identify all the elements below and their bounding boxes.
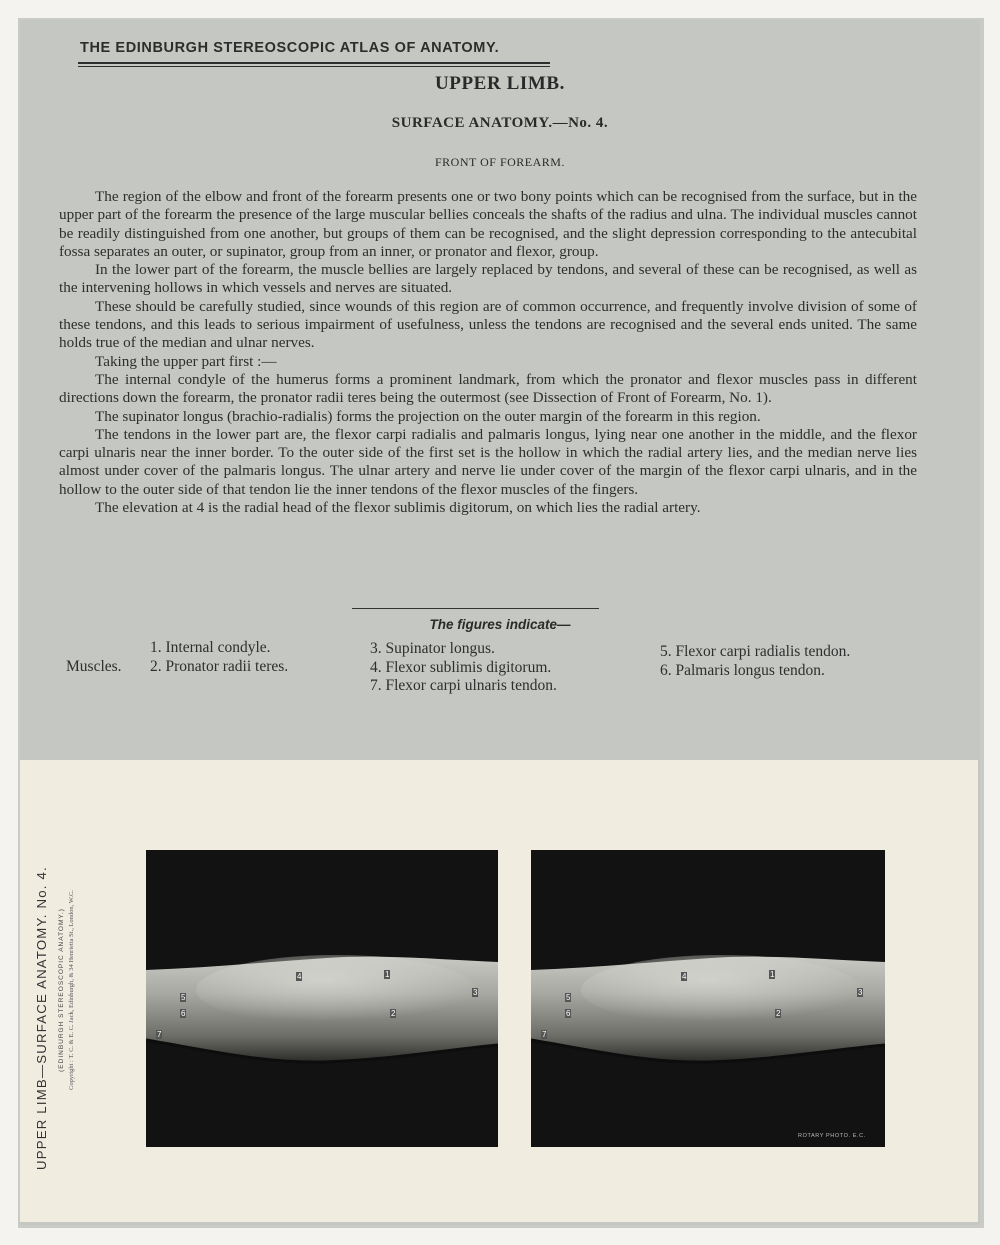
paragraph: The supinator longus (brachio-radialis) forms the projection on the outer margin of the forearm in this region. (95, 407, 761, 425)
paragraph: Taking the upper part first :— (95, 352, 277, 370)
stereo-card-title: UPPER LIMB—SURFACE ANATOMY. No. 4. (34, 866, 49, 1170)
legend-column-1 (150, 639, 288, 676)
section-divider (352, 608, 599, 609)
paragraph: The region of the elbow and front of the forearm presents one or two bony points which can be recognised from the surface, but in the upper part of the forearm the presence of the large muscular bellies conceals the shafts of the radius and ulna. The individual muscles cannot be readily distinguished from one another, but groups of them can be recognised, and the slight depression corresponding to the antecubital fossa separates an outer, or supinator, group from an inner, or pronator and flexor, group. (59, 188, 917, 260)
legend-item: 1. Internal condyle. (150, 639, 271, 656)
photo-marker-1: 1 (385, 970, 390, 979)
copyright-notice: Copyright : T. C. & E. C. Jack, Edinburgh, & 34 Henrietta St., London, W.C. (68, 890, 75, 1090)
photo-marker-5: 5 (566, 993, 571, 1002)
paragraph: The tendons in the lower part are, the flexor carpi radialis and palmaris longus, lying near one another in the middle, and the flexor carpi ulnaris near the inner border. To the outer side of the first set is the hollow in which the radial artery lies, and the median nerve lies almost under cover of the palmaris longus. The ulnar artery and nerve lie under cover of the margin of the flexor carpi ulnaris, and in the hollow to the outer side of that tendon lie the inner tendons of the flexor muscles of the fingers. (59, 425, 917, 498)
muscles-label: Muscles. (66, 658, 122, 675)
photo-marker-2: 2 (391, 1009, 396, 1018)
photo-marker-2: 2 (776, 1009, 781, 1018)
legend-column-2 (370, 640, 557, 696)
description-text (59, 188, 917, 517)
header-rule-thin (78, 66, 550, 67)
paragraph: These should be carefully studied, since wounds of this region are of common occurrence, and frequently involve division of some of these tendons, and this leads to serious impairment of usefulness, unless the tendons are recognised and the several ends united. The same holds true of the median and ulnar nerves. (59, 297, 917, 352)
legend-item: 4. Flexor sublimis digitorum. (370, 658, 552, 676)
legend-item: 2. Pronator radii teres. (150, 657, 289, 675)
header-rule (78, 62, 550, 64)
section-title: SURFACE ANATOMY.—No. 4. (391, 115, 609, 131)
stereo-card-subtitle: (EDINBURGH STEREOSCOPIC ANATOMY.) (58, 908, 65, 1072)
photo-imprint: ROTARY PHOTO. E.C. (798, 1133, 866, 1139)
photo-marker-3: 3 (473, 988, 478, 997)
stereo-photo-left (146, 850, 498, 1147)
legend-item: 7. Flexor carpi ulnaris tendon. (370, 677, 557, 694)
region-title: UPPER LIMB. (434, 73, 566, 94)
photo-marker-5: 5 (181, 993, 186, 1002)
forearm-photo (146, 850, 498, 1147)
photo-marker-6: 6 (566, 1009, 571, 1018)
photo-marker-3: 3 (858, 988, 863, 997)
forearm-photo (531, 850, 885, 1147)
figures-heading: The figures indicate— (429, 617, 571, 632)
subject-title: FRONT OF FOREARM. (435, 155, 565, 169)
legend-item: 6. Palmaris longus tendon. (660, 661, 825, 679)
paragraph: In the lower part of the forearm, the muscle bellies are largely replaced by tendons, and several of these can be recognised, as well as the intervening hollows in which vessels and nerves are situated. (59, 261, 917, 297)
atlas-header: THE EDINBURGH STEREOSCOPIC ATLAS OF ANATOMY. (80, 40, 500, 56)
photo-marker-7: 7 (542, 1030, 547, 1039)
stereo-photo-right (531, 850, 885, 1147)
paragraph: The internal condyle of the humerus forms a prominent landmark, from which the pronator and flexor muscles pass in different directions down the forearm, the pronator radii teres being the outermost (see Dissection of Front of Forearm, No. 1). (59, 370, 917, 407)
photo-marker-6: 6 (181, 1009, 186, 1018)
paragraph: The elevation at 4 is the radial head of the flexor sublimis digitorum, on which lies the radial artery. (95, 499, 701, 517)
photo-marker-4: 4 (682, 972, 687, 981)
photo-marker-4: 4 (297, 972, 302, 981)
photo-marker-7: 7 (157, 1030, 162, 1039)
legend-column-3 (660, 643, 850, 680)
legend-item: 3. Supinator longus. (370, 640, 495, 657)
photo-marker-1: 1 (770, 970, 775, 979)
legend-item: 5. Flexor carpi radialis tendon. (660, 643, 851, 660)
